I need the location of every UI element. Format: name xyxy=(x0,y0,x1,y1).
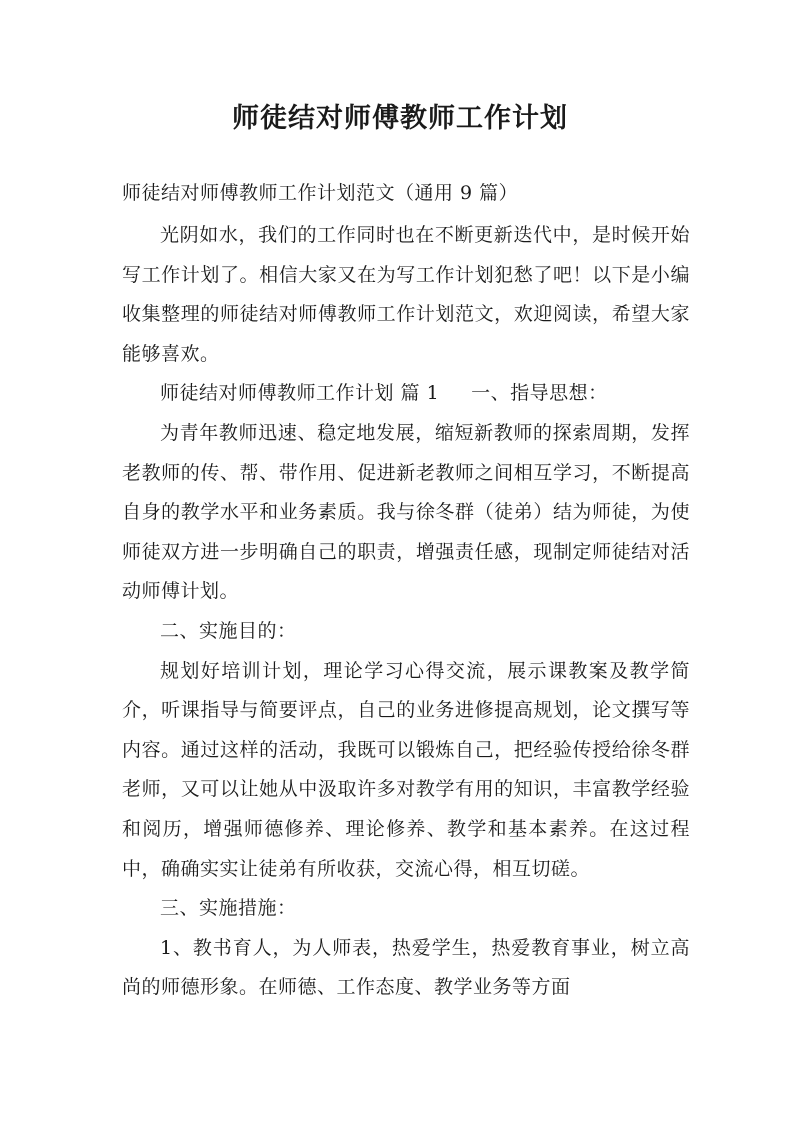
measures-heading: 三、实施措施： xyxy=(160,897,297,920)
document-title: 师徒结对师傅教师工作计划 xyxy=(232,103,568,134)
guiding-paragraph: 为青年教师迅速、稳定地发展，缩短新教师的探索周期，发挥老教师的传、帮、带作用、促进新老教师之间相互学习，不断提高自身的教学水平和业务素质。我与徐冬群（徒弟）结为师徒，为使师徒双方进一步明确自己的职责，增强责任感，现制定师徒结对活动师傅计划。 xyxy=(122,421,690,603)
section-title: 师徒结对师傅教师工作计划 篇 1 xyxy=(160,382,440,405)
goals-paragraph: 规划好培训计划，理论学习心得交流，展示课教案及教学简介，听课指导与简要评点，自己的业务进修提高规划，论文撰写等内容。通过这样的活动，我既可以锻炼自己，把经验传授给徐冬群老师，又可以让她从中汲取许多对教学有用的知识，丰富教学经验和阅历，增强师德修养、理论修养、教学和基本素养。在这过程中，确确实实让徒弟有所收获，交流心得，相互切磋。 xyxy=(122,659,690,880)
document-subtitle: 师徒结对师傅教师工作计划范文（通用 9 篇） xyxy=(122,182,519,204)
measures-paragraph: 1、教书育人，为人师表，热爱学生，热爱教育事业，树立高尚的师德形象。在师德、工作态度、教学业务等方面 xyxy=(122,936,690,999)
guiding-heading: 一、指导思想： xyxy=(471,382,608,405)
goals-heading: 二、实施目的： xyxy=(160,619,297,642)
document-body xyxy=(122,178,690,1008)
intro-paragraph: 光阴如水，我们的工作同时也在不断更新迭代中，是时候开始写工作计划了。相信大家又在为写工作计划犯愁了吧！以下是小编收集整理的师徒结对师傅教师工作计划范文，欢迎阅读，希望大家能够喜欢。 xyxy=(122,224,690,365)
section-heading-line xyxy=(122,374,690,414)
